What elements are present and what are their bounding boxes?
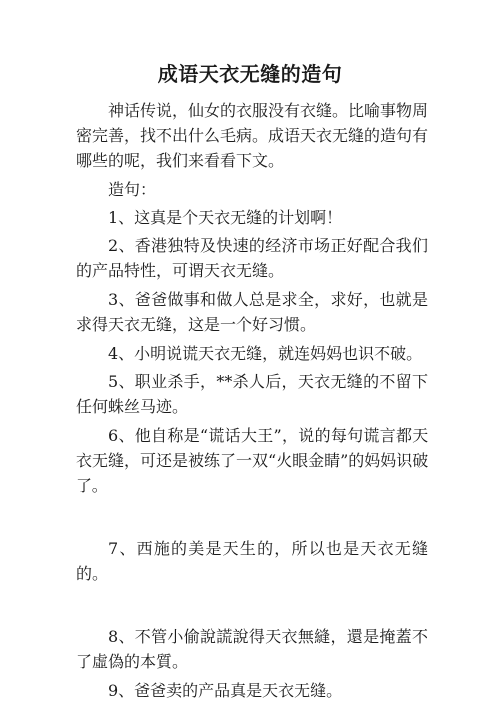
section-label: 造句： (108, 180, 157, 199)
document-title: 成语天衣无缝的造句 (157, 62, 343, 86)
sentence-3: 3、爸爸做事和做人总是求全，求好，也就是求得天衣无缝，这是一个好习惯。 (76, 290, 428, 334)
sentence-5: 5、职业杀手，**杀人后，天衣无缝的不留下任何蛛丝马迹。 (76, 372, 428, 416)
sentence-2: 2、香港独特及快速的经济市场正好配合我们的产品特性，可谓天衣无缝。 (76, 236, 428, 280)
intro-paragraph: 神话传说，仙女的衣服没有衣缝。比喻事物周密完善，找不出什么毛病。成语天衣无缝的造句有哪些的呢，我们来看看下文。 (76, 101, 429, 170)
document-body (76, 98, 428, 707)
sentence-7: 7、西施的美是天生的，所以也是天衣无缝的。 (76, 539, 428, 583)
sentence-9: 9、爸爸卖的产品真是天衣无缝。 (108, 681, 343, 700)
sentence-8: 8、不管小偷說謊說得天衣無縫，還是掩蓋不了虛偽的本質。 (76, 627, 428, 671)
sentence-1: 1、这真是个天衣无缝的计划啊！ (108, 208, 343, 227)
sentence-6: 6、他自称是“谎话大王”，说的每句谎言都天衣无缝，可还是被练了一双“火眼金睛”的妈妈识破了。 (76, 426, 428, 495)
sentence-4: 4、小明说谎天衣无缝，就连妈妈也识不破。 (108, 344, 423, 363)
